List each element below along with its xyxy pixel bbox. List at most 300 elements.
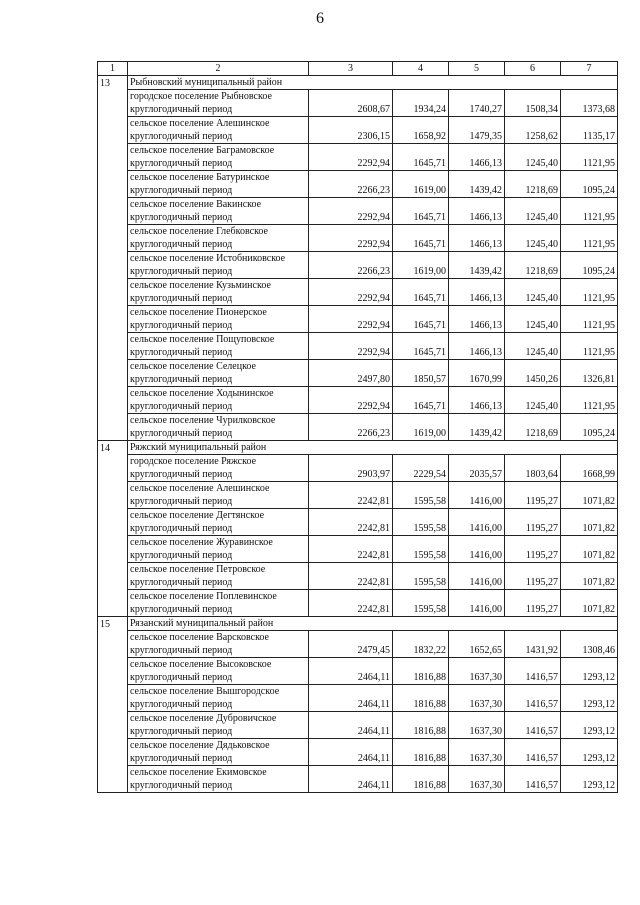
settlement-values-row bbox=[98, 725, 618, 739]
value-cell-col5: 1439,42 bbox=[449, 184, 505, 198]
period-label: круглогодичный период bbox=[128, 725, 309, 739]
value-spacer bbox=[449, 144, 505, 158]
value-spacer bbox=[393, 333, 449, 347]
value-spacer bbox=[561, 536, 618, 550]
value-spacer bbox=[449, 279, 505, 293]
value-spacer bbox=[505, 482, 561, 496]
value-cell-col3: 2242,81 bbox=[309, 495, 393, 509]
settlement-name-row bbox=[98, 712, 618, 726]
settlement-name: сельское поселение Журавинское bbox=[128, 536, 309, 550]
settlement-values-row bbox=[98, 238, 618, 252]
value-spacer bbox=[393, 360, 449, 374]
value-spacer bbox=[309, 306, 393, 320]
value-spacer bbox=[505, 685, 561, 699]
value-cell-col3: 2242,81 bbox=[309, 549, 393, 563]
value-cell-col3: 2497,80 bbox=[309, 373, 393, 387]
value-cell-col7: 1668,99 bbox=[561, 468, 618, 482]
period-label: круглогодичный период bbox=[128, 644, 309, 658]
settlement-name: сельское поселение Чурилковское bbox=[128, 414, 309, 428]
column-header-7: 7 bbox=[561, 62, 618, 76]
value-cell-col6: 1508,34 bbox=[505, 103, 561, 117]
value-spacer bbox=[561, 252, 618, 266]
value-spacer bbox=[309, 225, 393, 239]
value-spacer bbox=[309, 171, 393, 185]
settlement-name-row bbox=[98, 360, 618, 374]
value-cell-col4: 2229,54 bbox=[393, 468, 449, 482]
period-label: круглогодичный период bbox=[128, 373, 309, 387]
period-label: круглогодичный период bbox=[128, 468, 309, 482]
value-cell-col4: 1816,88 bbox=[393, 725, 449, 739]
value-spacer bbox=[309, 739, 393, 753]
value-cell-col4: 1595,58 bbox=[393, 495, 449, 509]
settlement-name-row bbox=[98, 198, 618, 212]
value-spacer bbox=[505, 117, 561, 131]
value-spacer bbox=[309, 333, 393, 347]
value-spacer bbox=[561, 387, 618, 401]
value-cell-col7: 1293,12 bbox=[561, 725, 618, 739]
value-cell-col7: 1326,81 bbox=[561, 373, 618, 387]
value-cell-col5: 1466,13 bbox=[449, 211, 505, 225]
value-cell-col6: 1450,26 bbox=[505, 373, 561, 387]
value-cell-col6: 1195,27 bbox=[505, 522, 561, 536]
value-cell-col7: 1071,82 bbox=[561, 495, 618, 509]
value-spacer bbox=[393, 117, 449, 131]
value-spacer bbox=[561, 279, 618, 293]
value-spacer bbox=[393, 225, 449, 239]
value-spacer bbox=[561, 171, 618, 185]
row-number-spacer bbox=[98, 766, 128, 780]
value-spacer bbox=[449, 482, 505, 496]
value-spacer bbox=[393, 658, 449, 672]
value-spacer bbox=[309, 455, 393, 469]
row-number-spacer bbox=[98, 631, 128, 645]
row-number-spacer bbox=[98, 238, 128, 252]
period-label: круглогодичный период bbox=[128, 346, 309, 360]
value-spacer bbox=[393, 685, 449, 699]
settlement-values-row bbox=[98, 319, 618, 333]
value-cell-col4: 1645,71 bbox=[393, 238, 449, 252]
value-spacer bbox=[449, 171, 505, 185]
value-cell-col4: 1645,71 bbox=[393, 211, 449, 225]
value-cell-col6: 1218,69 bbox=[505, 265, 561, 279]
tariff-table bbox=[97, 61, 618, 793]
page-number: 6 bbox=[316, 10, 324, 27]
value-cell-col5: 1416,00 bbox=[449, 495, 505, 509]
value-spacer bbox=[449, 739, 505, 753]
value-spacer bbox=[561, 712, 618, 726]
row-number-spacer bbox=[98, 482, 128, 496]
value-spacer bbox=[393, 252, 449, 266]
value-cell-col4: 1816,88 bbox=[393, 671, 449, 685]
value-cell-col6: 1803,64 bbox=[505, 468, 561, 482]
row-number: 15 bbox=[98, 617, 128, 631]
row-number-spacer bbox=[98, 279, 128, 293]
value-cell-col5: 1637,30 bbox=[449, 752, 505, 766]
value-cell-col3: 2266,23 bbox=[309, 184, 393, 198]
value-spacer bbox=[561, 509, 618, 523]
settlement-name: сельское поселение Истобниковское bbox=[128, 252, 309, 266]
value-cell-col6: 1245,40 bbox=[505, 157, 561, 171]
value-cell-col4: 1619,00 bbox=[393, 427, 449, 441]
row-number-spacer bbox=[98, 725, 128, 739]
settlement-values-row bbox=[98, 184, 618, 198]
value-cell-col3: 2242,81 bbox=[309, 522, 393, 536]
settlement-name-row bbox=[98, 685, 618, 699]
value-cell-col7: 1121,95 bbox=[561, 346, 618, 360]
row-number-spacer bbox=[98, 184, 128, 198]
value-spacer bbox=[449, 414, 505, 428]
settlement-name: сельское поселение Баграмовское bbox=[128, 144, 309, 158]
value-cell-col6: 1245,40 bbox=[505, 292, 561, 306]
row-number-spacer bbox=[98, 576, 128, 590]
period-label: круглогодичный период bbox=[128, 184, 309, 198]
period-label: круглогодичный период bbox=[128, 495, 309, 509]
value-cell-col3: 2266,23 bbox=[309, 427, 393, 441]
value-cell-col6: 1245,40 bbox=[505, 211, 561, 225]
value-cell-col7: 1121,95 bbox=[561, 292, 618, 306]
value-spacer bbox=[449, 225, 505, 239]
value-spacer bbox=[561, 225, 618, 239]
district-name: Рязанский муниципальный район bbox=[128, 617, 618, 631]
district-row bbox=[98, 617, 618, 631]
settlement-name: сельское поселение Дубровичское bbox=[128, 712, 309, 726]
value-cell-col7: 1293,12 bbox=[561, 752, 618, 766]
value-cell-col3: 2464,11 bbox=[309, 779, 393, 793]
value-spacer bbox=[309, 414, 393, 428]
settlement-values-row bbox=[98, 698, 618, 712]
row-number-spacer bbox=[98, 590, 128, 604]
value-cell-col3: 2306,15 bbox=[309, 130, 393, 144]
period-label: круглогодичный период bbox=[128, 265, 309, 279]
settlement-name: сельское поселение Вакинское bbox=[128, 198, 309, 212]
settlement-name-row bbox=[98, 658, 618, 672]
value-cell-col4: 1658,92 bbox=[393, 130, 449, 144]
value-spacer bbox=[449, 198, 505, 212]
settlement-name: городское поселение Ряжское bbox=[128, 455, 309, 469]
period-label: круглогодичный период bbox=[128, 671, 309, 685]
value-cell-col7: 1095,24 bbox=[561, 427, 618, 441]
value-spacer bbox=[309, 509, 393, 523]
value-spacer bbox=[393, 766, 449, 780]
value-spacer bbox=[393, 144, 449, 158]
value-cell-col6: 1416,57 bbox=[505, 698, 561, 712]
column-header-2: 2 bbox=[128, 62, 309, 76]
value-spacer bbox=[309, 117, 393, 131]
value-spacer bbox=[393, 414, 449, 428]
value-cell-col3: 2464,11 bbox=[309, 725, 393, 739]
value-cell-col7: 1293,12 bbox=[561, 671, 618, 685]
value-cell-col4: 1645,71 bbox=[393, 400, 449, 414]
value-cell-col5: 1466,13 bbox=[449, 238, 505, 252]
row-number-spacer bbox=[98, 509, 128, 523]
value-spacer bbox=[505, 387, 561, 401]
value-spacer bbox=[309, 712, 393, 726]
period-label: круглогодичный период bbox=[128, 157, 309, 171]
settlement-name: сельское поселение Варсковское bbox=[128, 631, 309, 645]
settlement-name: сельское поселение Поплевинское bbox=[128, 590, 309, 604]
value-spacer bbox=[393, 198, 449, 212]
row-number-spacer bbox=[98, 225, 128, 239]
value-cell-col7: 1121,95 bbox=[561, 238, 618, 252]
value-cell-col3: 2292,94 bbox=[309, 319, 393, 333]
settlement-name: городское поселение Рыбновское bbox=[128, 90, 309, 104]
settlement-values-row bbox=[98, 346, 618, 360]
value-spacer bbox=[309, 252, 393, 266]
value-cell-col4: 1645,71 bbox=[393, 319, 449, 333]
value-cell-col5: 1479,35 bbox=[449, 130, 505, 144]
value-spacer bbox=[449, 333, 505, 347]
value-spacer bbox=[393, 563, 449, 577]
value-cell-col4: 1816,88 bbox=[393, 779, 449, 793]
value-spacer bbox=[561, 144, 618, 158]
value-cell-col5: 1637,30 bbox=[449, 671, 505, 685]
value-cell-col3: 2292,94 bbox=[309, 211, 393, 225]
value-spacer bbox=[561, 333, 618, 347]
settlement-name: сельское поселение Алешинское bbox=[128, 482, 309, 496]
value-cell-col5: 1740,27 bbox=[449, 103, 505, 117]
period-label: круглогодичный период bbox=[128, 752, 309, 766]
value-spacer bbox=[449, 685, 505, 699]
value-cell-col7: 1121,95 bbox=[561, 400, 618, 414]
column-header-5: 5 bbox=[449, 62, 505, 76]
settlement-name: сельское поселение Вышгородское bbox=[128, 685, 309, 699]
settlement-name: сельское поселение Высоковское bbox=[128, 658, 309, 672]
period-label: круглогодичный период bbox=[128, 427, 309, 441]
row-number-spacer bbox=[98, 90, 128, 104]
row-number-spacer bbox=[98, 265, 128, 279]
column-header-6: 6 bbox=[505, 62, 561, 76]
value-cell-col3: 2464,11 bbox=[309, 752, 393, 766]
value-spacer bbox=[309, 536, 393, 550]
value-cell-col7: 1071,82 bbox=[561, 522, 618, 536]
value-cell-col6: 1195,27 bbox=[505, 495, 561, 509]
row-number: 14 bbox=[98, 441, 128, 455]
row-number-spacer bbox=[98, 414, 128, 428]
row-number-spacer bbox=[98, 536, 128, 550]
value-spacer bbox=[309, 387, 393, 401]
settlement-name: сельское поселение Ходынинское bbox=[128, 387, 309, 401]
value-cell-col5: 1652,65 bbox=[449, 644, 505, 658]
row-number-spacer bbox=[98, 455, 128, 469]
value-cell-col4: 1645,71 bbox=[393, 157, 449, 171]
value-cell-col6: 1245,40 bbox=[505, 319, 561, 333]
row-number-spacer bbox=[98, 346, 128, 360]
value-spacer bbox=[505, 536, 561, 550]
row-number-spacer bbox=[98, 671, 128, 685]
value-cell-col3: 2464,11 bbox=[309, 671, 393, 685]
value-cell-col5: 1416,00 bbox=[449, 603, 505, 617]
value-cell-col6: 1416,57 bbox=[505, 752, 561, 766]
settlement-name-row bbox=[98, 739, 618, 753]
settlement-values-row bbox=[98, 468, 618, 482]
settlement-name: сельское поселение Пионерское bbox=[128, 306, 309, 320]
value-cell-col4: 1595,58 bbox=[393, 549, 449, 563]
column-header-1: 1 bbox=[98, 62, 128, 76]
value-spacer bbox=[449, 536, 505, 550]
value-spacer bbox=[449, 509, 505, 523]
settlement-name: сельское поселение Глебковское bbox=[128, 225, 309, 239]
value-cell-col5: 1416,00 bbox=[449, 522, 505, 536]
value-cell-col7: 1121,95 bbox=[561, 211, 618, 225]
value-cell-col5: 1439,42 bbox=[449, 265, 505, 279]
value-spacer bbox=[561, 414, 618, 428]
settlement-name-row bbox=[98, 414, 618, 428]
value-spacer bbox=[505, 333, 561, 347]
value-spacer bbox=[449, 631, 505, 645]
value-cell-col3: 2242,81 bbox=[309, 576, 393, 590]
value-spacer bbox=[449, 90, 505, 104]
value-spacer bbox=[505, 766, 561, 780]
value-spacer bbox=[561, 482, 618, 496]
value-spacer bbox=[505, 279, 561, 293]
value-spacer bbox=[561, 198, 618, 212]
settlement-name-row bbox=[98, 563, 618, 577]
settlement-name: сельское поселение Екимовское bbox=[128, 766, 309, 780]
row-number-spacer bbox=[98, 685, 128, 699]
value-cell-col7: 1095,24 bbox=[561, 265, 618, 279]
district-row bbox=[98, 76, 618, 90]
value-spacer bbox=[309, 144, 393, 158]
value-spacer bbox=[449, 712, 505, 726]
district-row bbox=[98, 441, 618, 455]
district-name: Ряжский муниципальный район bbox=[128, 441, 618, 455]
value-spacer bbox=[309, 90, 393, 104]
value-spacer bbox=[505, 712, 561, 726]
period-label: круглогодичный период bbox=[128, 549, 309, 563]
row-number-spacer bbox=[98, 658, 128, 672]
value-spacer bbox=[393, 279, 449, 293]
value-spacer bbox=[449, 658, 505, 672]
settlement-values-row bbox=[98, 603, 618, 617]
row-number-spacer bbox=[98, 739, 128, 753]
row-number-spacer bbox=[98, 779, 128, 793]
value-spacer bbox=[505, 590, 561, 604]
settlement-name-row bbox=[98, 455, 618, 469]
value-cell-col4: 1595,58 bbox=[393, 576, 449, 590]
value-cell-col6: 1245,40 bbox=[505, 346, 561, 360]
value-spacer bbox=[393, 171, 449, 185]
value-spacer bbox=[393, 739, 449, 753]
period-label: круглогодичный период bbox=[128, 238, 309, 252]
value-cell-col4: 1619,00 bbox=[393, 184, 449, 198]
settlement-name-row bbox=[98, 509, 618, 523]
row-number-spacer bbox=[98, 144, 128, 158]
row-number-spacer bbox=[98, 117, 128, 131]
value-spacer bbox=[393, 509, 449, 523]
value-spacer bbox=[309, 685, 393, 699]
settlement-values-row bbox=[98, 495, 618, 509]
period-label: круглогодичный период bbox=[128, 130, 309, 144]
value-spacer bbox=[393, 631, 449, 645]
value-spacer bbox=[309, 590, 393, 604]
row-number-spacer bbox=[98, 712, 128, 726]
value-spacer bbox=[561, 739, 618, 753]
value-cell-col5: 1637,30 bbox=[449, 779, 505, 793]
value-cell-col6: 1416,57 bbox=[505, 779, 561, 793]
row-number-spacer bbox=[98, 495, 128, 509]
row-number-spacer bbox=[98, 360, 128, 374]
value-cell-col7: 1293,12 bbox=[561, 779, 618, 793]
settlement-name-row bbox=[98, 252, 618, 266]
value-cell-col7: 1071,82 bbox=[561, 603, 618, 617]
value-cell-col5: 1637,30 bbox=[449, 725, 505, 739]
row-number-spacer bbox=[98, 522, 128, 536]
settlement-values-row bbox=[98, 549, 618, 563]
value-spacer bbox=[561, 631, 618, 645]
settlement-values-row bbox=[98, 427, 618, 441]
row-number-spacer bbox=[98, 549, 128, 563]
value-cell-col4: 1832,22 bbox=[393, 644, 449, 658]
value-cell-col5: 1466,13 bbox=[449, 292, 505, 306]
value-spacer bbox=[561, 563, 618, 577]
row-number-spacer bbox=[98, 698, 128, 712]
value-spacer bbox=[449, 387, 505, 401]
value-cell-col5: 2035,57 bbox=[449, 468, 505, 482]
value-cell-col3: 2464,11 bbox=[309, 698, 393, 712]
value-cell-col3: 2292,94 bbox=[309, 292, 393, 306]
value-spacer bbox=[505, 658, 561, 672]
value-cell-col4: 1645,71 bbox=[393, 292, 449, 306]
value-cell-col6: 1218,69 bbox=[505, 427, 561, 441]
value-spacer bbox=[449, 563, 505, 577]
value-cell-col7: 1373,68 bbox=[561, 103, 618, 117]
value-spacer bbox=[505, 306, 561, 320]
value-spacer bbox=[561, 658, 618, 672]
value-cell-col5: 1466,13 bbox=[449, 157, 505, 171]
settlement-values-row bbox=[98, 103, 618, 117]
settlement-values-row bbox=[98, 130, 618, 144]
settlement-name: сельское поселение Дядьковское bbox=[128, 739, 309, 753]
value-spacer bbox=[505, 414, 561, 428]
value-spacer bbox=[561, 766, 618, 780]
value-cell-col4: 1850,57 bbox=[393, 373, 449, 387]
column-header-4: 4 bbox=[393, 62, 449, 76]
settlement-values-row bbox=[98, 400, 618, 414]
value-cell-col5: 1466,13 bbox=[449, 346, 505, 360]
row-number-spacer bbox=[98, 373, 128, 387]
settlement-name-row bbox=[98, 631, 618, 645]
value-cell-col7: 1071,82 bbox=[561, 549, 618, 563]
settlement-name: сельское поселение Дегтянское bbox=[128, 509, 309, 523]
value-cell-col4: 1595,58 bbox=[393, 603, 449, 617]
value-spacer bbox=[309, 766, 393, 780]
row-number-spacer bbox=[98, 563, 128, 577]
settlement-values-row bbox=[98, 157, 618, 171]
row-number-spacer bbox=[98, 333, 128, 347]
period-label: круглогодичный период bbox=[128, 103, 309, 117]
value-spacer bbox=[561, 685, 618, 699]
row-number-spacer bbox=[98, 319, 128, 333]
value-spacer bbox=[561, 306, 618, 320]
value-cell-col6: 1431,92 bbox=[505, 644, 561, 658]
value-spacer bbox=[505, 360, 561, 374]
row-number-spacer bbox=[98, 130, 128, 144]
value-cell-col5: 1466,13 bbox=[449, 319, 505, 333]
settlement-name-row bbox=[98, 766, 618, 780]
value-cell-col5: 1670,99 bbox=[449, 373, 505, 387]
settlement-name-row bbox=[98, 536, 618, 550]
value-cell-col3: 2292,94 bbox=[309, 238, 393, 252]
settlement-name-row bbox=[98, 387, 618, 401]
value-spacer bbox=[561, 90, 618, 104]
period-label: круглогодичный период bbox=[128, 400, 309, 414]
settlement-name: сельское поселение Селецкое bbox=[128, 360, 309, 374]
value-cell-col6: 1416,57 bbox=[505, 671, 561, 685]
row-number-spacer bbox=[98, 427, 128, 441]
period-label: круглогодичный период bbox=[128, 319, 309, 333]
value-cell-col7: 1121,95 bbox=[561, 319, 618, 333]
value-cell-col4: 1934,24 bbox=[393, 103, 449, 117]
